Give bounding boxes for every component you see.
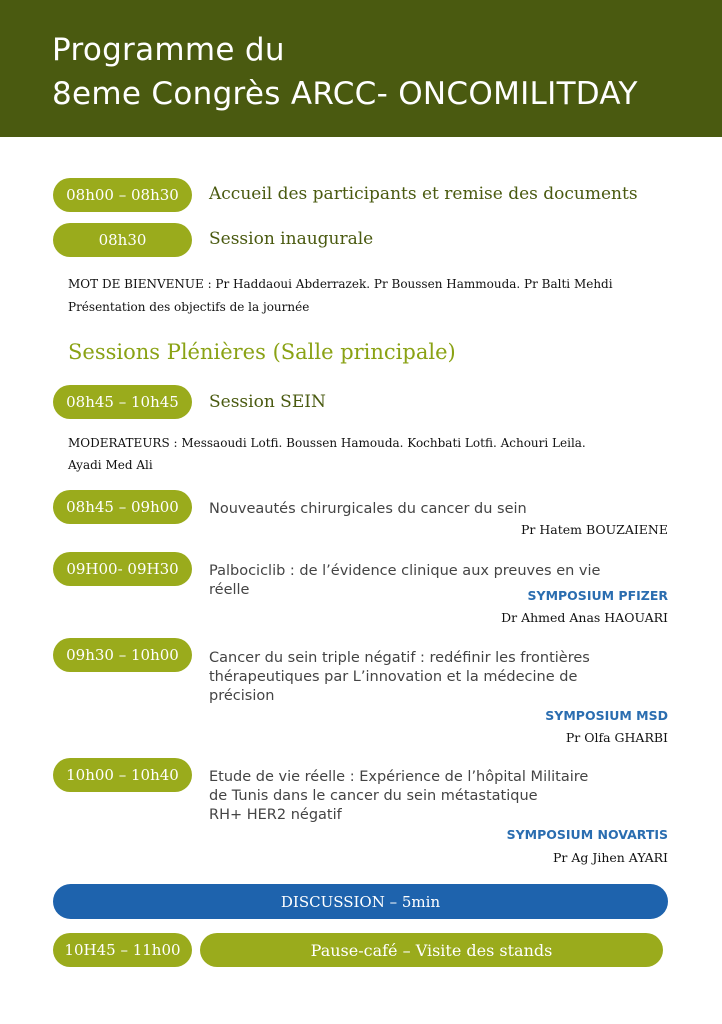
header-title-line2: 8eme Congrès ARCC- ONCOMILITDAY — [52, 76, 638, 112]
discussion-bar: DISCUSSION – 5min — [53, 884, 668, 919]
talk-1-title: Nouveautés chirurgicales du cancer du sein — [209, 501, 527, 517]
time-pill-session-sein: 08h45 – 10h45 — [53, 385, 192, 419]
talk-2-speaker: Dr Ahmed Anas HAOUARI — [501, 610, 668, 625]
talk-3-title: Cancer du sein triple négatif : redéfinir les frontières thérapeutiques par L’innovation et la médecine de précision — [209, 650, 590, 704]
time-pill-talk-2: 09H00- 09H30 — [53, 552, 192, 586]
welcome-title: Accueil des participants et remise des documents — [209, 184, 638, 204]
header-title-line1: Programme du — [52, 32, 285, 68]
session-sein-title: Session SEIN — [209, 392, 326, 412]
talk-4-symposium: SYMPOSIUM NOVARTIS — [506, 827, 668, 842]
talk-3-symposium: SYMPOSIUM MSD — [545, 708, 668, 723]
pause-bar: Pause-café – Visite des stands — [200, 933, 663, 967]
talk-4-speaker: Pr Ag Jihen AYARI — [552, 850, 668, 865]
time-pill-talk-1: 08h45 – 09h00 — [53, 490, 192, 524]
moderators-line2: Ayadi Med Ali — [68, 458, 153, 472]
time-pill-welcome: 08h00 – 08h30 — [53, 178, 192, 212]
plenary-sessions-title: Sessions Plénières (Salle principale) — [68, 340, 456, 364]
talk-2-symposium: SYMPOSIUM PFIZER — [527, 588, 668, 603]
talk-1-speaker: Pr Hatem BOUZAIENE — [521, 522, 668, 537]
moderators-line1: MODERATEURS : Messaoudi Lotfi. Boussen Hamouda. Kochbati Lotfi. Achouri Leila. — [68, 436, 586, 450]
talk-3-speaker: Pr Olfa GHARBI — [565, 730, 668, 745]
time-pill-pause: 10H45 – 11h00 — [53, 933, 192, 967]
time-pill-talk-4: 10h00 – 10h40 — [53, 758, 192, 792]
time-pill-inaugural: 08h30 — [53, 223, 192, 257]
inaugural-title: Session inaugurale — [209, 229, 374, 249]
header-banner — [0, 0, 722, 137]
welcome-speakers: MOT DE BIENVENUE : Pr Haddaoui Abderrazek. Pr Boussen Hammouda. Pr Balti Mehdi — [68, 277, 613, 291]
talk-2-title: Palbociclib : de l’évidence clinique aux preuves en vie réelle — [209, 563, 601, 598]
objectives-line: Présentation des objectifs de la journée — [68, 300, 310, 314]
talk-4-title: Etude de vie réelle : Expérience de l’hôpital Militaire de Tunis dans le cancer du sein métastatique RH+ HER2 négatif — [209, 769, 589, 823]
time-pill-talk-3: 09h30 – 10h00 — [53, 638, 192, 672]
